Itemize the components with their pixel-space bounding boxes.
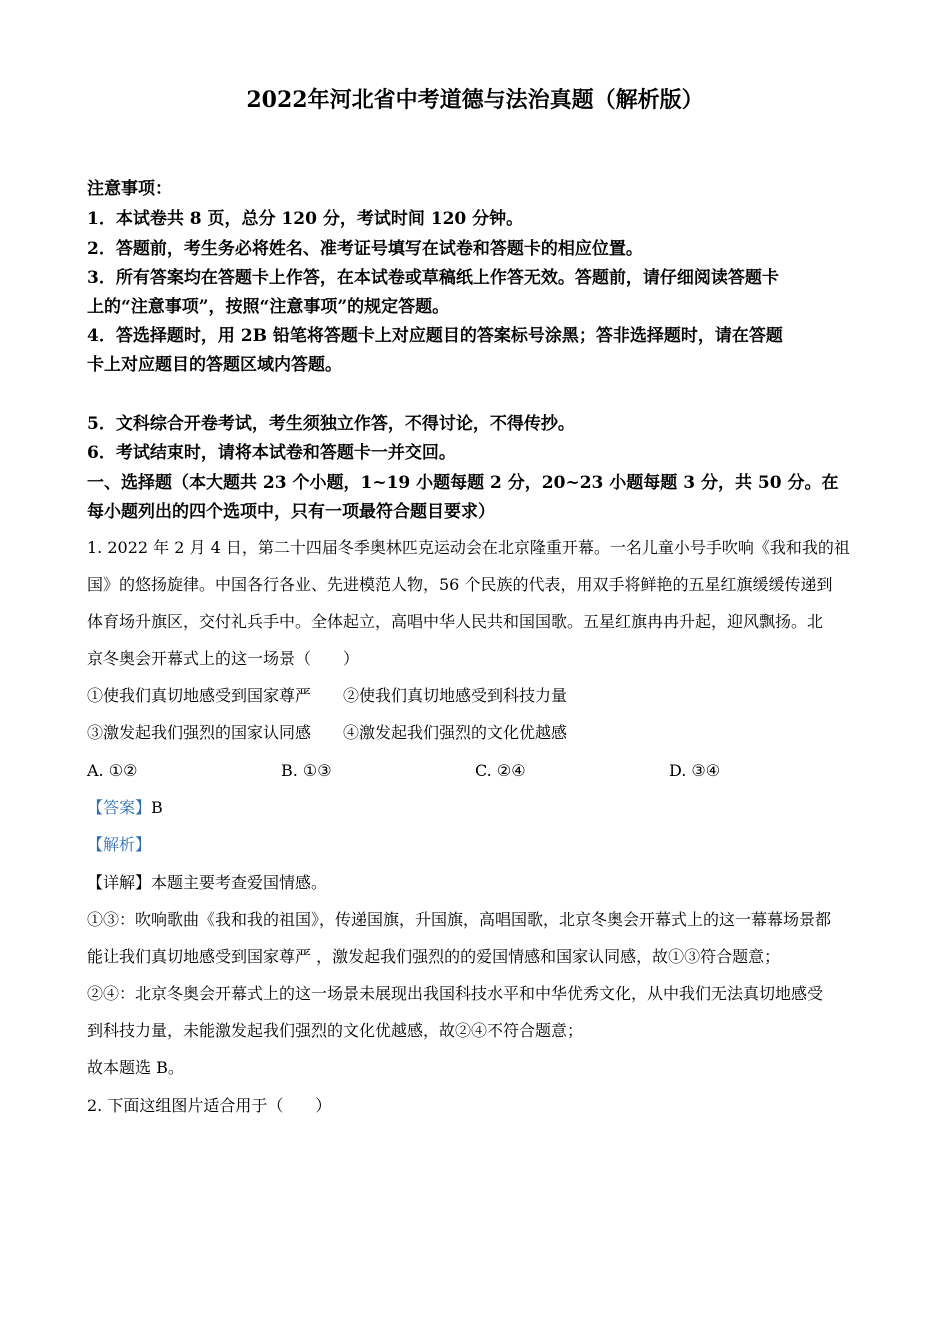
q1-detail-line4: ②④：北京冬奥会开幕式上的这一场景未展现出我国科技水平和中华优秀文化，从中我们无法真切地感受 (87, 984, 824, 1003)
notice-heading: 注意事项： (87, 179, 172, 199)
section-heading-line2: 每小题列出的四个选项中，只有一项最符合题目要求） (87, 502, 495, 522)
notice-item-3: 3．所有答案均在答题卡上作答，在本试卷或草稿纸上作答无效。答题前，请仔细阅读答题卡 (87, 268, 779, 288)
notice-item-3-cont: 上的“注意事项”，按照“注意事项”的规定答题。 (87, 297, 450, 317)
q1-answer (87, 796, 872, 820)
notice-item-4-cont: 卡上对应题目的答题区域内答题。 (87, 355, 342, 375)
q1-option-d: D. ③④ (669, 761, 721, 780)
answer-value: B (151, 798, 163, 817)
notice-item-2: 2．答题前，考生务必将姓名、准考证号填写在试卷和答题卡的相应位置。 (87, 239, 643, 259)
notice-item-5: 5．文科综合开卷考试，考生须独立作答，不得讨论，不得传抄。 (87, 414, 575, 434)
q1-option-c: C. ②④ (475, 761, 526, 780)
q1-stem-line3: 体育场升旗区，交付礼兵手中。全体起立，高唱中华人民共和国国歌。五星红旗冉冉升起，迎风飘扬。北 (87, 612, 824, 631)
q1-stem-line4: 京冬奥会开幕式上的这一场景（ ） (87, 649, 360, 668)
analysis-tag: 【解析】 (87, 835, 152, 854)
notice-item-6: 6．考试结束时，请将本试卷和答题卡一并交回。 (87, 443, 456, 463)
q1-option-a: A. ①② (87, 761, 138, 780)
q1-detail-line3: 能让我们真切地感受到国家尊严 ，激发起我们强烈的的爱国情感和国家认同感，故①③符合题意； (87, 947, 781, 966)
section-heading-line1: 一、选择题（本大题共 23 个小题，1~19 小题每题 2 分，20~23 小题每题 3 分，共 50 分。在 (87, 473, 839, 493)
document-title: 2022年河北省中考道德与法治真题（解析版） (246, 87, 704, 113)
q1-detail-line6: 故本题选 B。 (87, 1058, 184, 1077)
q1-statements-line2: ③激发起我们强烈的国家认同感 ④激发起我们强烈的文化优越感 (87, 723, 568, 742)
q1-stem-line2: 国》的悠扬旋律。中国各行各业、先进模范人物，56 个民族的代表，用双手将鲜艳的五星红旗缓缓传递到 (87, 575, 833, 594)
q1-statements-line1: ①使我们真切地感受到国家尊严 ②使我们真切地感受到科技力量 (87, 686, 568, 705)
notice-item-4: 4．答选择题时，用 2B 铅笔将答题卡上对应题目的答案标号涂黑；答非选择题时，请在答题 (87, 326, 783, 346)
q2-stem: 2. 下面这组图片适合用于（ ） (87, 1096, 332, 1115)
notice-item-1: 1．本试卷共 8 页，总分 120 分，考试时间 120 分钟。 (87, 209, 524, 229)
q1-detail-line1: 【详解】本题主要考查爱国情感。 (87, 873, 328, 892)
q1-option-b: B. ①③ (281, 761, 332, 780)
q1-detail-line5: 到科技力量，未能激发起我们强烈的文化优越感，故②④不符合题意； (87, 1021, 584, 1040)
q1-detail-line2: ①③：吹响歌曲《我和我的祖国》，传递国旗，升国旗，高唱国歌，北京冬奥会开幕式上的这一幕幕场景都 (87, 910, 832, 929)
q1-stem-line1: 1. 2022 年 2 月 4 日，第二十四届冬季奥林匹克运动会在北京隆重开幕。一名儿童小号手吹响《我和我的祖 (87, 538, 850, 557)
answer-tag: 【答案】 (87, 798, 152, 817)
